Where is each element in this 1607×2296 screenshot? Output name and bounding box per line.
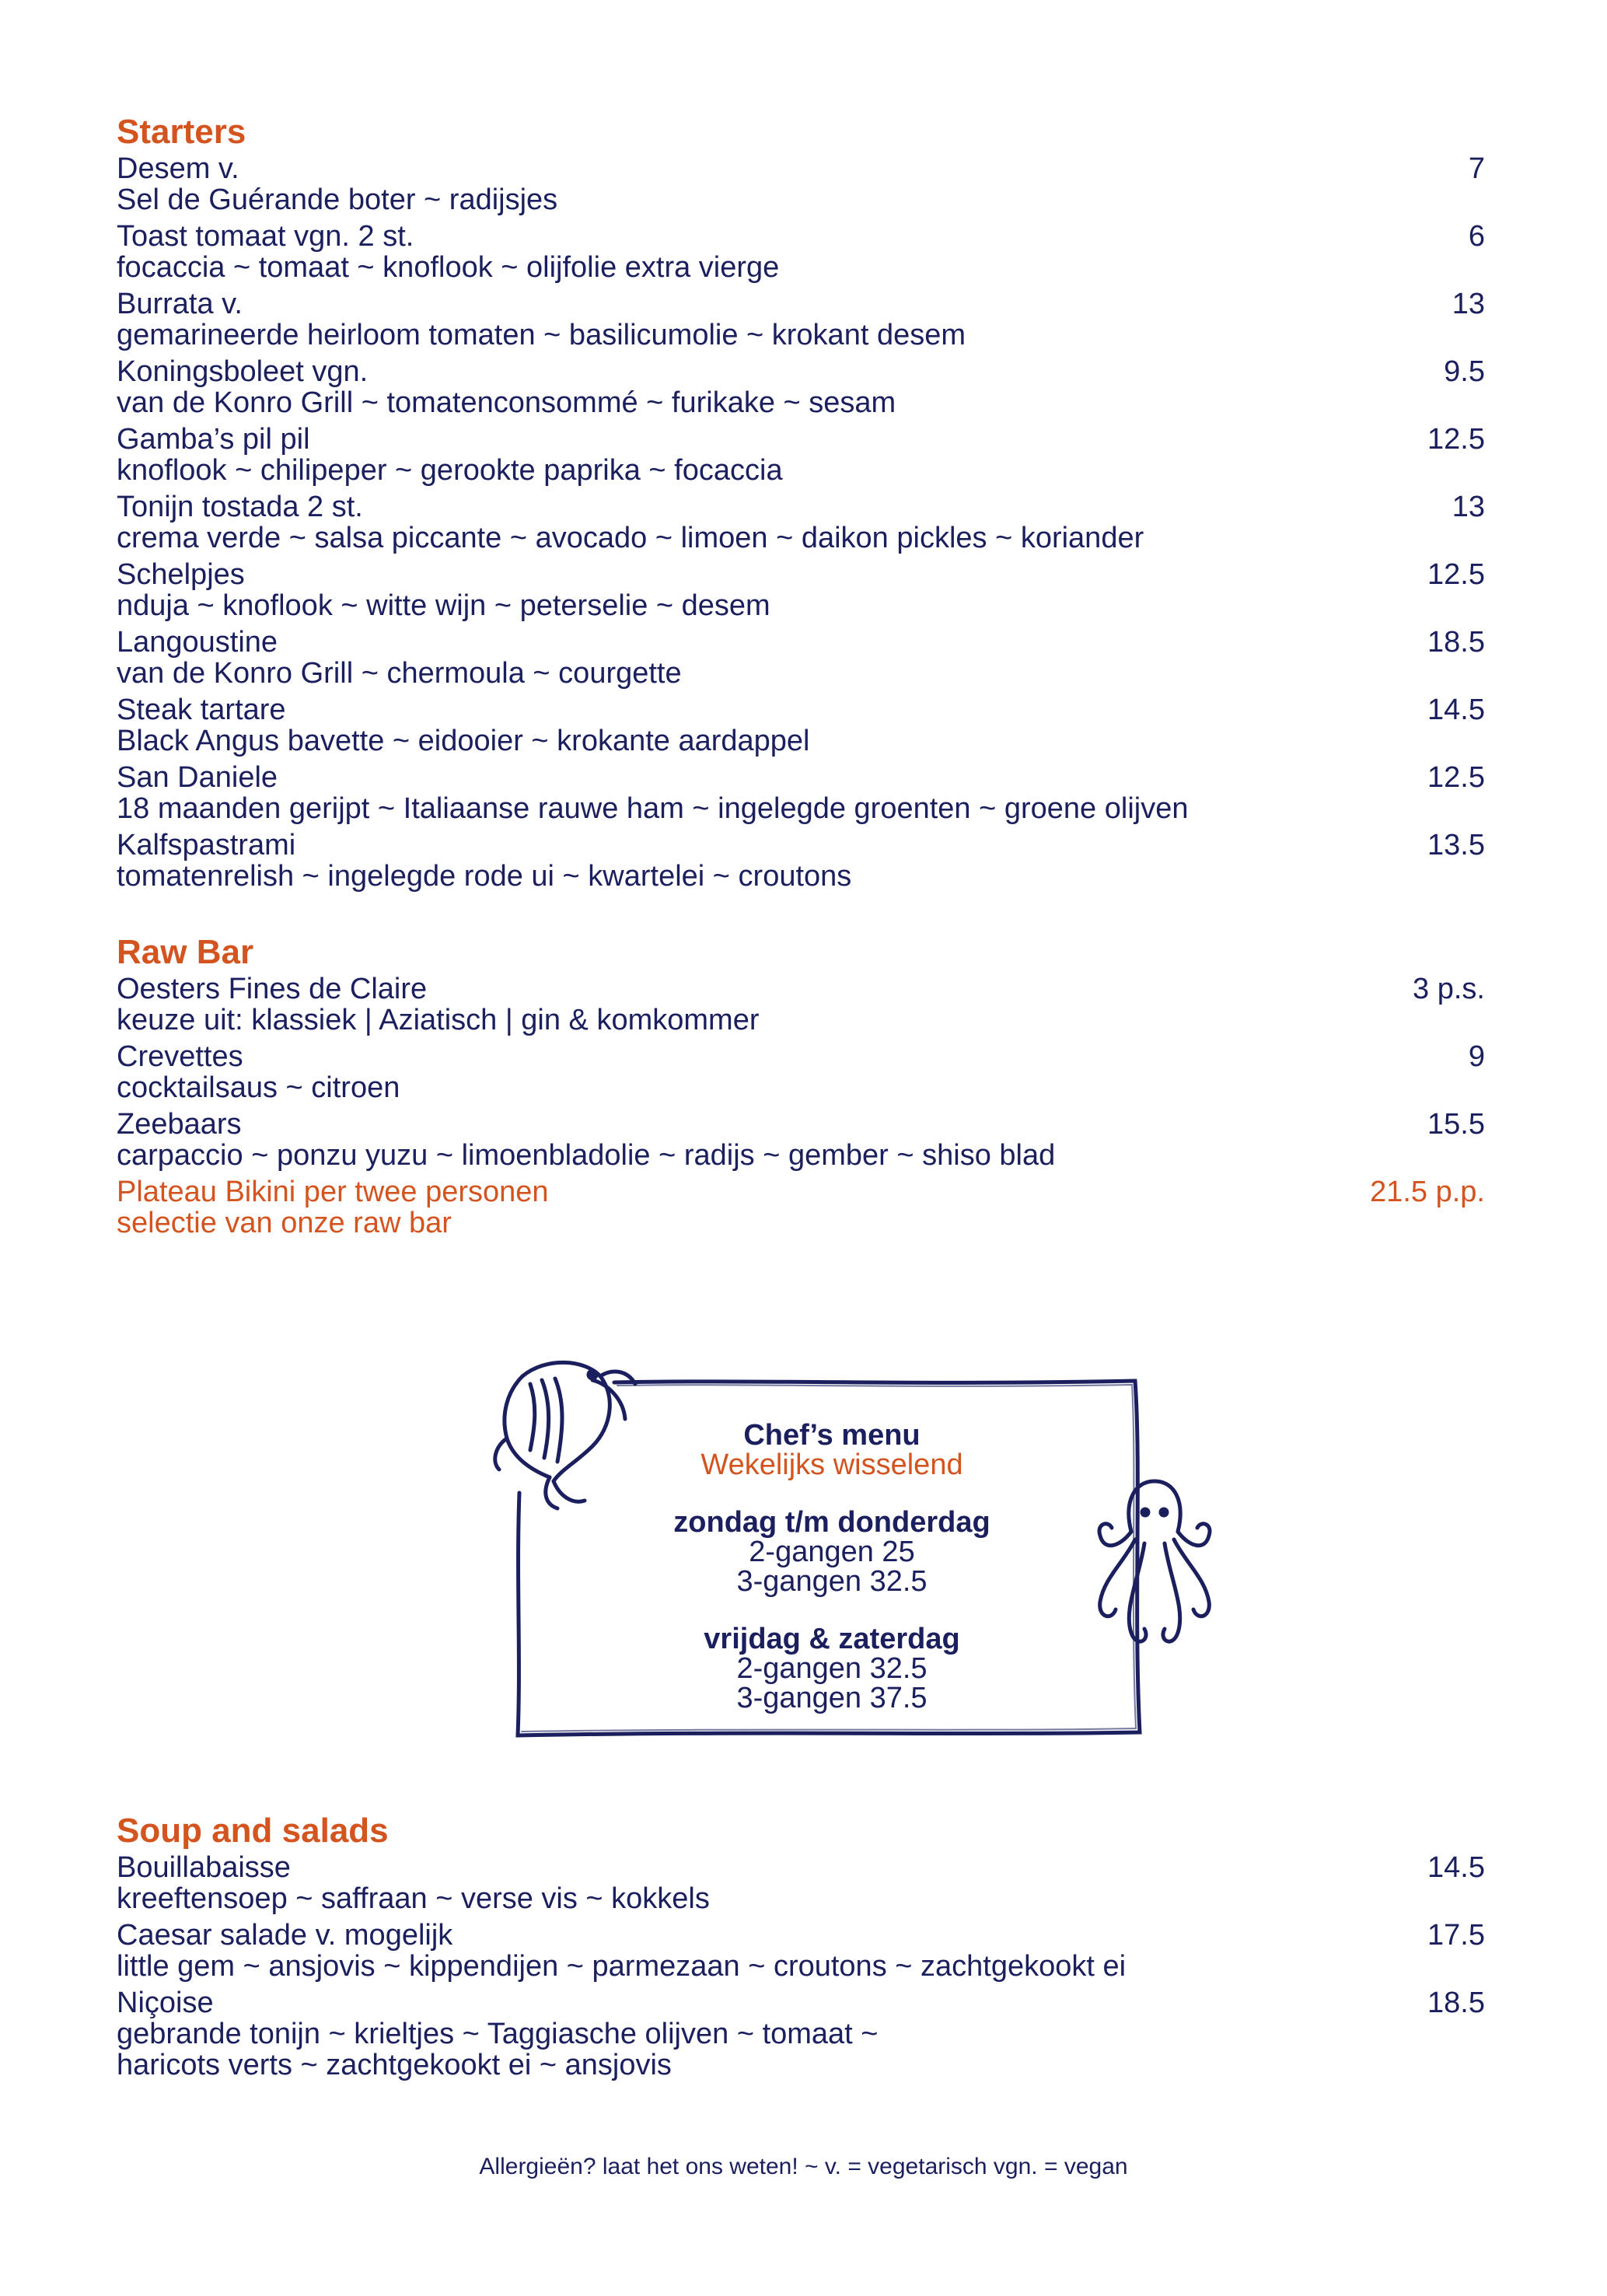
menu-item-steak-tartare — [117, 694, 1485, 762]
menu-item-langoustine — [117, 627, 1485, 694]
dish-name: Oesters Fines de Claire — [117, 973, 428, 1005]
dish-price: 18.5 — [1427, 626, 1485, 659]
dish-description: knoflook ~ chilipeper ~ gerookte paprika ~ focaccia — [117, 454, 783, 487]
dish-price: 6 — [1468, 220, 1485, 253]
dish-description: keuze uit: klassiek | Aziatisch | gin & komkommer — [117, 1004, 760, 1036]
dish-price: 13.5 — [1427, 829, 1485, 861]
dish-name: Steak tartare — [117, 694, 286, 726]
dish-price: 9.5 — [1444, 355, 1485, 388]
dish-price: 17.5 — [1427, 1919, 1485, 1952]
dish-price: 9 — [1468, 1040, 1485, 1073]
dish-tag: 2 st. — [299, 491, 363, 523]
dish-name: Zeebaars — [117, 1108, 242, 1141]
dish-name: Toast tomaat — [117, 220, 286, 253]
menu-item-oesters — [117, 973, 1485, 1041]
dish-name: Caesar salade — [117, 1919, 308, 1952]
dish-name: Desem — [117, 152, 211, 185]
allergy-footer: Allergieën? laat het ons weten! ~ v. = vegetarisch vgn. = vegan — [479, 2154, 1128, 2179]
menu-item-plateau-bikini — [117, 1176, 1485, 1244]
dish-description: gemarineerde heirloom tomaten ~ basilicumolie ~ krokant desem — [117, 319, 966, 351]
dish-price: 15.5 — [1427, 1108, 1485, 1141]
dish-description: crema verde ~ salsa piccante ~ avocado ~ limoen ~ daikon pickles ~ koriander — [117, 522, 1144, 554]
starters-section — [117, 113, 1485, 897]
dish-price: 14.5 — [1427, 694, 1485, 726]
chefs-menu-weekday-2-courses: 2-gangen 25 — [749, 1536, 915, 1568]
soups-salads-section — [117, 1812, 1485, 2081]
menu-item-bouillabaisse — [117, 1852, 1485, 1920]
chefs-menu-weekend-2-courses: 2-gangen 32.5 — [736, 1652, 928, 1685]
dish-description: nduja ~ knoflook ~ witte wijn ~ peterselie ~ desem — [117, 589, 770, 622]
dish-price: 7 — [1468, 152, 1485, 185]
dish-description: cocktailsaus ~ citroen — [117, 1071, 400, 1104]
raw-bar-section — [117, 933, 1485, 1244]
dish-price: 12.5 — [1427, 558, 1485, 591]
menu-item-crevettes — [117, 1041, 1485, 1109]
dish-name: Koningsboleet — [117, 355, 304, 388]
dish-description: tomatenrelish ~ ingelegde rode ui ~ kwartelei ~ croutons — [117, 860, 852, 893]
dish-description: gebrande tonijn ~ krieltjes ~ Taggiasche olijven ~ tomaat ~ — [117, 2018, 879, 2050]
chefs-menu-weekday-label: zondag t/m donderdag — [673, 1506, 990, 1539]
soups-salads-list — [117, 1852, 1485, 2081]
dish-name: Schelpjes — [117, 558, 245, 591]
menu-item-san-daniele — [117, 762, 1485, 830]
menu-item-zeebaars — [117, 1109, 1485, 1176]
chefs-menu-weekend-label: vrijdag & zaterdag — [704, 1623, 960, 1655]
menu-item-schelpjes — [117, 559, 1485, 627]
dish-tag: v. mogelijk — [307, 1919, 453, 1952]
dish-tag: v. — [213, 288, 243, 320]
dish-tag: v. — [210, 152, 239, 185]
dish-price: 13 — [1452, 288, 1485, 320]
dish-name: Langoustine — [117, 626, 278, 659]
starters-list — [117, 153, 1485, 897]
chefs-menu-weekend-3-courses: 3-gangen 37.5 — [736, 1682, 928, 1714]
menu-item-toast-tomaat — [117, 221, 1485, 288]
section-title-soups-salads: Soup and salads — [117, 1812, 389, 1850]
dish-name: Gamba’s pil pil — [117, 423, 310, 456]
octopus-icon — [1088, 1477, 1221, 1656]
dish-name: Burrata — [117, 288, 214, 320]
dish-name: Crevettes — [117, 1040, 243, 1073]
chefs-menu-weekday-3-courses: 3-gangen 32.5 — [736, 1565, 928, 1598]
dish-description: carpaccio ~ ponzu yuzu ~ limoenbladolie ~ radijs ~ gember ~ shiso blad — [117, 1139, 1056, 1172]
dish-description: van de Konro Grill ~ tomatenconsommé ~ furikake ~ sesam — [117, 386, 896, 419]
menu-item-tonijn-tostada — [117, 491, 1485, 559]
shrimp-icon — [476, 1353, 647, 1516]
dish-name: San Daniele — [117, 761, 278, 794]
dish-description: selectie van onze raw bar — [117, 1207, 452, 1239]
dish-price: 14.5 — [1427, 1851, 1485, 1884]
menu-item-nicoise — [117, 1987, 1485, 2081]
dish-description: Black Angus bavette ~ eidooier ~ krokante aardappel — [117, 725, 810, 757]
dish-tag: per twee personen — [295, 1176, 549, 1208]
section-title-starters: Starters — [117, 113, 246, 151]
dish-description: 18 maanden gerijpt ~ Italiaanse rauwe ham ~ ingelegde groenten ~ groene olijven — [117, 792, 1189, 825]
menu-item-kalfspastrami — [117, 830, 1485, 897]
dish-name: Kalfspastrami — [117, 829, 296, 861]
dish-price: 12.5 — [1427, 761, 1485, 794]
dish-description: little gem ~ ansjovis ~ kippendijen ~ parmezaan ~ croutons ~ zachtgekookt ei — [117, 1950, 1127, 1983]
menu-item-desem — [117, 153, 1485, 221]
dish-price: 12.5 — [1427, 423, 1485, 456]
chefs-menu-subtitle: Wekelijks wisselend — [700, 1449, 963, 1481]
dish-price: 3 p.s. — [1413, 973, 1485, 1005]
dish-name: Plateau Bikini — [117, 1176, 296, 1208]
menu-item-caesar-salade — [117, 1920, 1485, 1987]
chefs-menu-title: Chef’s menu — [743, 1419, 921, 1452]
dish-name: Niçoise — [117, 1987, 214, 2019]
dish-name: Tonijn tostada — [117, 491, 299, 523]
dish-description: focaccia ~ tomaat ~ knoflook ~ olijfolie extra vierge — [117, 251, 780, 284]
menu-item-burrata — [117, 288, 1485, 356]
dish-price: 21.5 p.p. — [1370, 1176, 1485, 1208]
section-title-raw-bar: Raw Bar — [117, 933, 254, 971]
menu-item-koningsboleet — [117, 356, 1485, 424]
dish-tag: vgn. 2 st. — [285, 220, 414, 253]
raw-bar-list — [117, 973, 1485, 1244]
dish-tag: vgn. — [303, 355, 369, 388]
dish-description: kreeftensoep ~ saffraan ~ verse vis ~ kokkels — [117, 1882, 710, 1915]
dish-description: van de Konro Grill ~ chermoula ~ courgette — [117, 657, 682, 690]
dish-price: 13 — [1452, 491, 1485, 523]
dish-description-continued: haricots verts ~ zachtgekookt ei ~ ansjovis — [117, 2049, 672, 2081]
menu-item-gambas — [117, 424, 1485, 491]
dish-description: Sel de Guérande boter ~ radijsjes — [117, 183, 558, 216]
dish-price: 18.5 — [1427, 1987, 1485, 2019]
dish-name: Bouillabaisse — [117, 1851, 291, 1884]
